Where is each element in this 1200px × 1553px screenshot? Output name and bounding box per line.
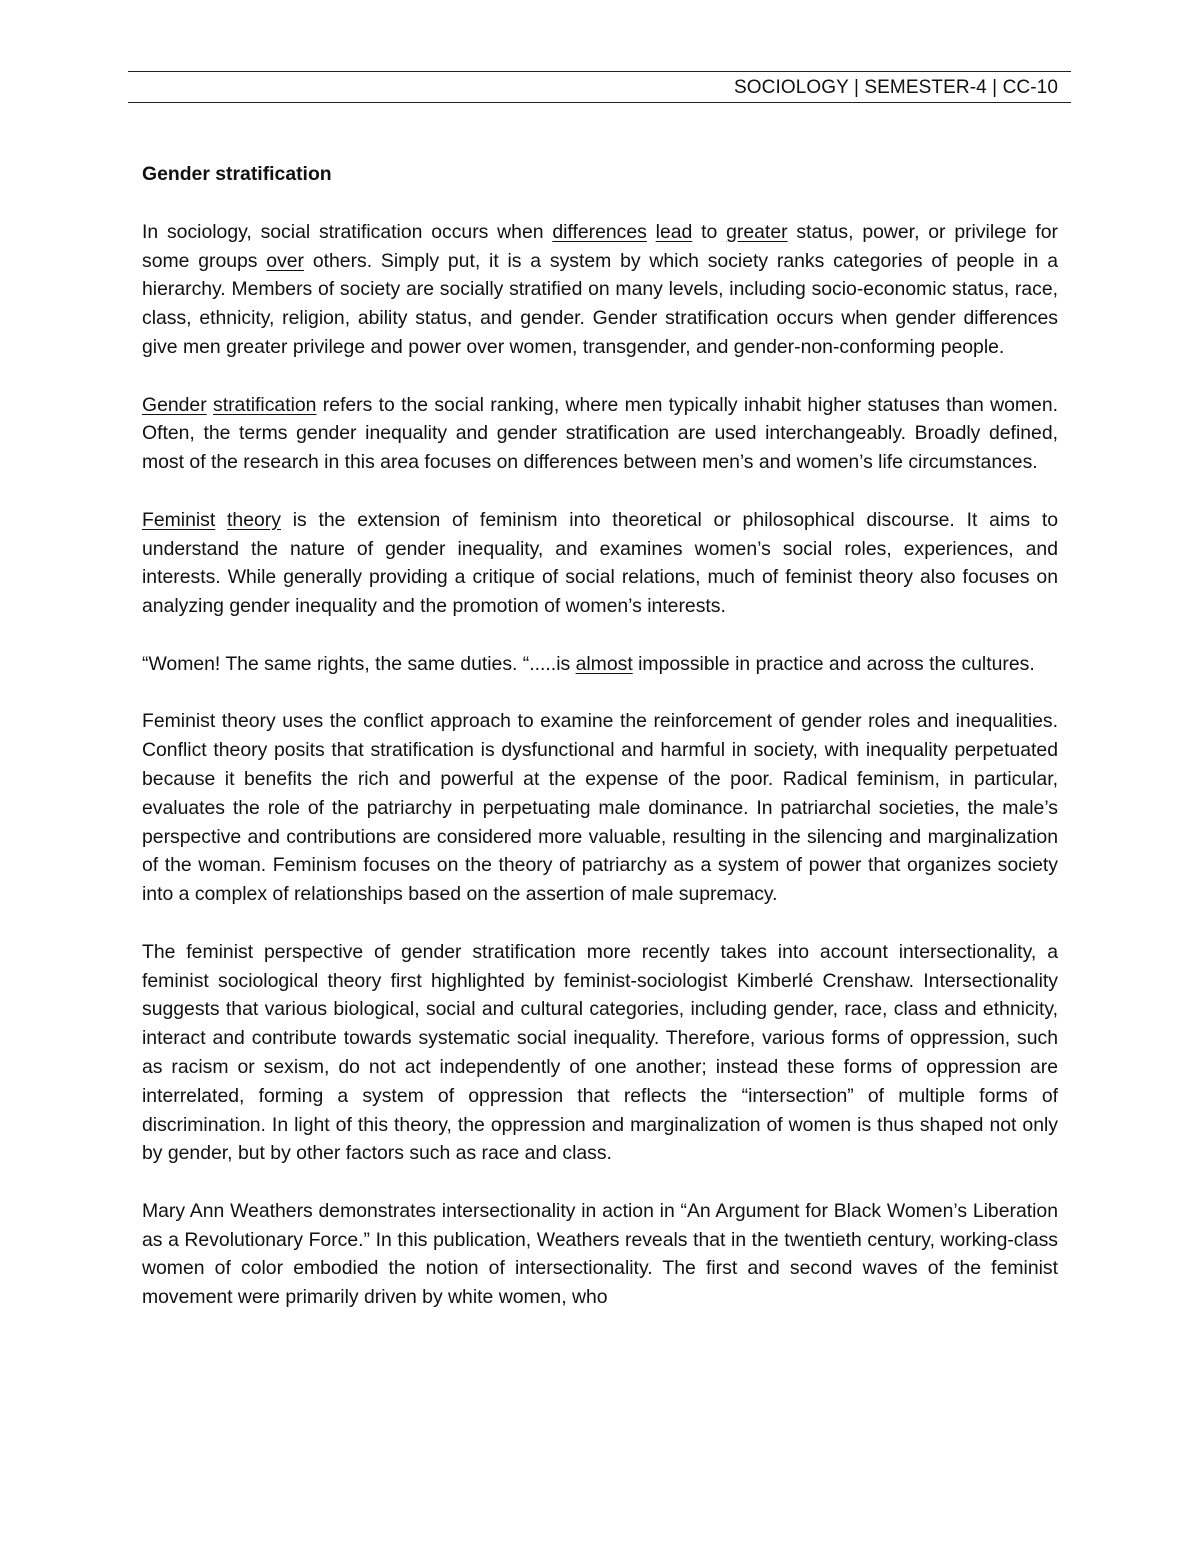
text-run: impossible in practice and across the cultures.: [632, 652, 1035, 675]
text-run: “Women! The same rights, the same duties. “.....is: [142, 652, 576, 675]
text-run: refers to the social ranking, where men typically inhabit higher statuses than women. Often, the terms gender inequality and gender stratification are used interchangeably. Broadly defined, most of the research in this area focuses on differences between men’s and women’s life circumstances.: [142, 393, 1058, 474]
running-header: SOCIOLOGY | SEMESTER-4 | CC-10: [734, 77, 1058, 98]
paragraph-intersectionality: The feminist perspective of gender stratification more recently takes into account intersectionality, a feminist sociological theory first highlighted by feminist-sociologist Kimberlé Crenshaw. Intersectionality suggests that various biological, social and cultural categories, including gender, race, class and ethnicity, interact and contribute towards systematic social inequality. Therefore, various forms of oppression, such as racism or sexism, do not act independently of one another; instead these forms of oppression are interrelated, forming a system of oppression that reflects the “intersection” of multiple forms of discrimination. In light of this theory, the oppression and marginalization of women is thus shaped not only by gender, but by other factors such as race and class.: [142, 940, 1058, 1165]
underlined-word: over: [266, 249, 305, 272]
underlined-word: Feminist: [142, 508, 216, 531]
header-top-rule: [128, 71, 1071, 72]
text-run: In sociology, social stratification occurs when: [142, 220, 553, 243]
paragraph-conflict-approach: Feminist theory uses the conflict approach to examine the reinforcement of gender roles and inequalities. Conflict theory posits that stratification is dysfunctional and harmful in society, with inequality perpetuated because it benefits the rich and powerful at the expense of the poor. Radical feminism, in particular, evaluates the role of the patriarchy in perpetuating male dominance. In patriarchal societies, the male’s perspective and contributions are considered more valuable, resulting in the silencing and marginalization of the woman. Feminism focuses on the theory of patriarchy as a system of power that organizes society into a complex of relationships based on the assertion of male supremacy.: [142, 710, 1058, 906]
paragraph-gender-stratification: [142, 391, 1058, 477]
header-bottom-rule: [128, 102, 1071, 103]
text-run: [647, 221, 656, 243]
paragraph-social-stratification: [142, 218, 1058, 362]
text-run: status, power, or privilege for some groups: [142, 220, 1058, 272]
underlined-word: Gender: [142, 393, 207, 416]
text-run: is the extension of feminism into theoretical or philosophical discourse. It aims to understand the nature of gender inequality, and examines women’s social roles, experiences, and interests. While generally providing a critique of social relations, much of feminist theory also focuses on analyzing gender inequality and the promotion of women’s interests.: [142, 508, 1059, 618]
text-run: to: [692, 220, 727, 243]
underlined-word: greater: [726, 220, 788, 243]
underlined-word: almost: [575, 652, 633, 675]
underlined-word: lead: [655, 220, 693, 243]
document-body: [142, 160, 1058, 1312]
text-run: [215, 509, 227, 531]
section-title: Gender stratification: [142, 163, 332, 185]
text-run: others. Simply put, it is a system by which society ranks categories of people in a hierarchy. Members of society are socially stratified on many levels, including socio-economic status, race, class, ethnicity, religion, ability status, and gender. Gender stratification occurs when gender differences give men greater privilege and power over women, transgender, and gender-non-conforming people.: [142, 249, 1058, 358]
underlined-word: differences: [552, 220, 647, 243]
paragraph-quote: [142, 650, 1058, 679]
underlined-word: stratification: [213, 393, 317, 416]
underlined-word: theory: [227, 508, 281, 531]
paragraph-mary-ann-weathers: Mary Ann Weathers demonstrates intersectionality in action in “An Argument for Black Women’s Liberation as a Revolutionary Force.” In this publication, Weathers reveals that in the twentieth century, working-class women of color embodied the notion of intersectionality. The first and second waves of the feminist movement were primarily driven by white women, who: [142, 1199, 1058, 1309]
paragraph-feminist-theory: [142, 506, 1058, 621]
